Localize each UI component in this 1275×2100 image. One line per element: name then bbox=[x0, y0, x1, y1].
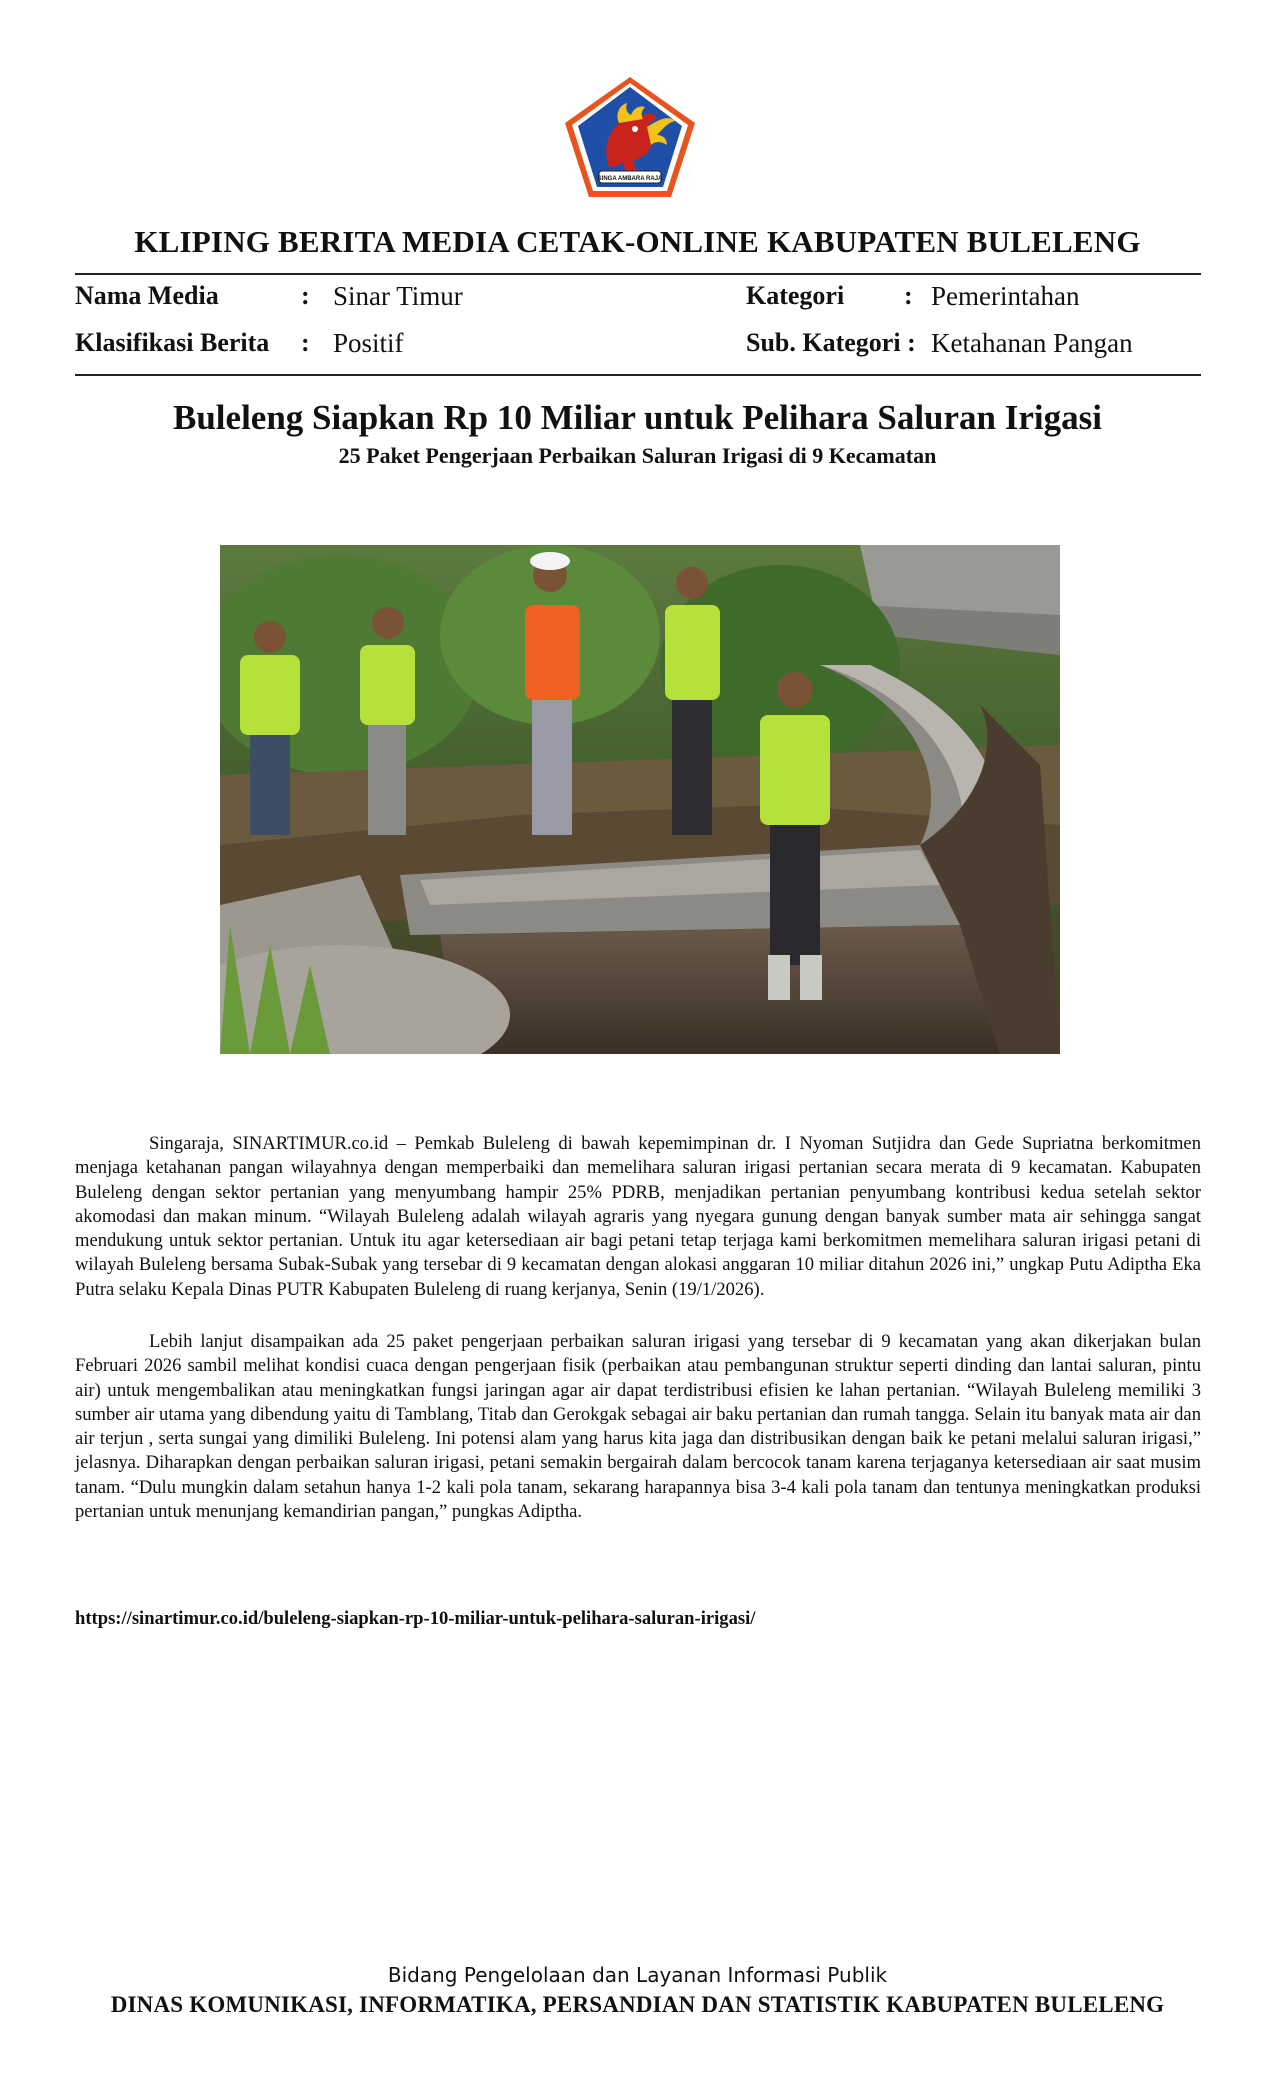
footer-agency-name: DINAS KOMUNIKASI, INFORMATIKA, PERSANDIAN DAN STATISTIK KABUPATEN BULELENG bbox=[110, 1992, 1165, 2017]
subcategory-label: Sub. Kategori : bbox=[746, 328, 916, 357]
article-title: Buleleng Siapkan Rp 10 Miliar untuk Pelihara Saluran Irigasi bbox=[173, 398, 1102, 437]
article-photo bbox=[220, 545, 1060, 1054]
category-label: Kategori bbox=[746, 281, 845, 310]
category-value: Pemerintahan bbox=[931, 281, 1080, 311]
article-source-link[interactable]: https://sinartimur.co.id/buleleng-siapkan-rp-10-miliar-untuk-pelihara-saluran-irigasi/ bbox=[75, 1608, 756, 1629]
kabupaten-buleleng-emblem bbox=[563, 75, 697, 199]
news-classification-label: Klasifikasi Berita bbox=[75, 328, 270, 357]
header-bottom-rule bbox=[75, 374, 1201, 376]
subcategory-value: Ketahanan Pangan bbox=[931, 328, 1133, 358]
emblem-motto: SINGA AMBARA RAJA bbox=[597, 176, 663, 182]
article-subtitle: 25 Paket Pengerjaan Perbaikan Saluran Irigasi di 9 Kecamatan bbox=[338, 443, 937, 468]
clipping-header-title: KLIPING BERITA MEDIA CETAK-ONLINE KABUPATEN BULELENG bbox=[134, 224, 1141, 259]
article-paragraph-2: Lebih lanjut disampaikan ada 25 paket pengerjaan perbaikan saluran irigasi yang tersebar di 9 kecamatan yang akan dikerjakan bulan Februari 2026 sambil melihat kondisi cuaca dengan pengerjaan fisik (perbaikan atau pembangunan struktur seperti dinding dan lantai saluran, pintu air) untuk mengembalikan atau meningkatkan fungsi jaringan agar air dapat terdistribusi efisien ke lahan pertanian. “Wilayah Buleleng memiliki 3 sumber air utama yang dibendung yaitu di Tamblang, Titab dan Gerokgak sebagai air baku pertanian dan rumah tangga. Selain itu banyak mata air dan air terjun , serta sungai yang dimiliki Buleleng. Ini potensi alam yang harus kita jaga dan distribusikan dengan baik ke petani melalui saluran irigasi,” jelasnya. Diharapkan dengan perbaikan saluran irigasi, petani semakin bergairah dalam bercocok tanam karena terjaganya ketersediaan air saat musim tanam. “Dulu mungkin dalam setahun hanya 1-2 kali pola tanam, sekarang harapannya bisa 3-4 kali pola tanam dan tentunya meningkatkan produksi pertanian untuk menunjang kemandirian pangan,” pungkas Adiptha. bbox=[75, 1331, 1201, 1523]
article-paragraph-1: Singaraja, SINARTIMUR.co.id – Pemkab Buleleng di bawah kepemimpinan dr. I Nyoman Sutjidra dan Gede Supriatna berkomitmen menjaga ketahanan pangan wilayahnya dengan memperbaiki dan memelihara saluran irigasi pertanian secara merata di 9 kecamatan. Kabupaten Buleleng dengan sektor pertanian yang menyumbang hampir 25% PDRB, menjadikan pertanian penyumbang kontribusi kedua setelah sektor akomodasi dan makan minum. “Wilayah Buleleng adalah wilayah agraris yang nyegara gunung dengan banyak sumber mata air sehingga sangat mendukung untuk sektor pertanian. Untuk itu agar ketersediaan air bagi petani tetap terjaga kami berkomitmen memelihara saluran irigasi petani di wilayah Buleleng bersama Subak-Subak yang tersebar di 9 kecamatan dengan alokasi anggaran 10 miliar ditahun 2026 ini,” ungkap Putu Adiptha Eka Putra selaku Kepala Dinas PUTR Kabupaten Buleleng di ruang kerjanya, Senin (19/1/2026). bbox=[75, 1133, 1201, 1300]
news-classification-separator: : bbox=[301, 328, 310, 357]
footer-division-name: Bidang Pengelolaan dan Layanan Informasi Publik bbox=[387, 1963, 888, 1987]
media-name-separator: : bbox=[301, 281, 310, 310]
media-name-value: Sinar Timur bbox=[333, 281, 463, 311]
header-top-rule bbox=[75, 273, 1201, 275]
category-separator: : bbox=[904, 281, 913, 310]
news-classification-value: Positif bbox=[333, 328, 404, 358]
media-name-label: Nama Media bbox=[75, 281, 219, 310]
